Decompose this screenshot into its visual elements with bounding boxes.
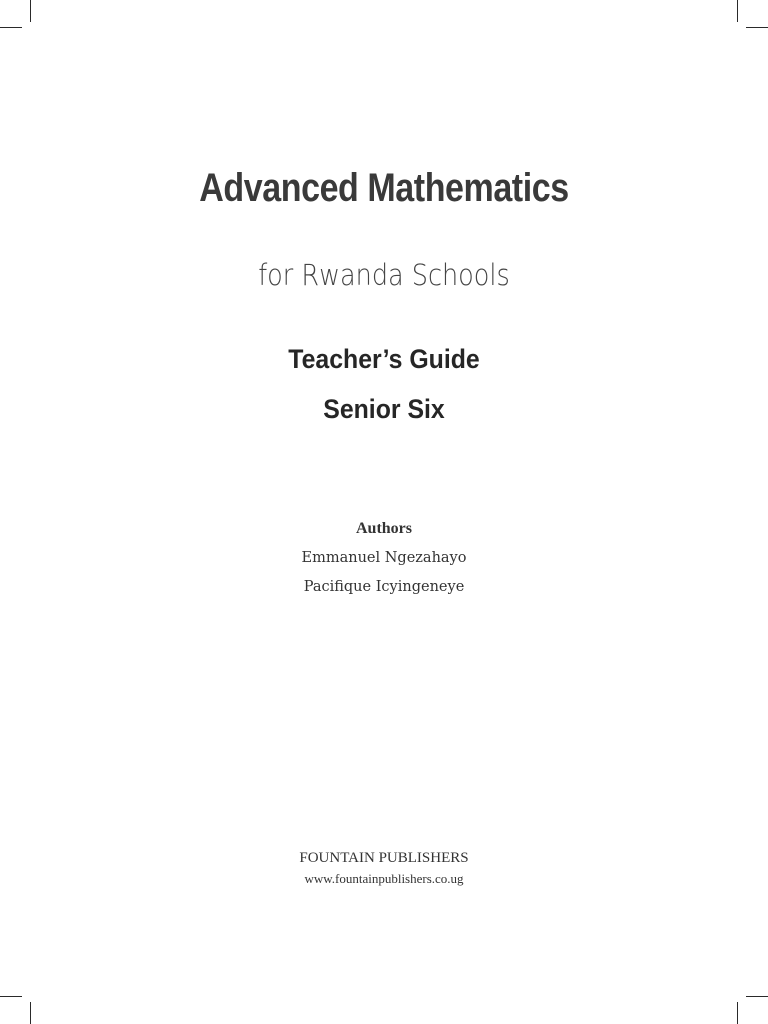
crop-mark-top-right-horizontal [746, 27, 768, 28]
author-name: Pacifique Icyingeneye [303, 579, 465, 595]
grade-level: Senior Six [323, 394, 445, 424]
publisher-website: www.fountainpublishers.co.ug [304, 871, 464, 886]
guide-type: Teacher’s Guide [288, 344, 480, 374]
authors-heading: Authors [355, 520, 412, 537]
book-title: Advanced Mathematics [199, 166, 569, 210]
crop-mark-bottom-left-horizontal [0, 996, 22, 997]
book-subtitle: for Rwanda Schools [258, 258, 510, 292]
publisher-name: FOUNTAIN PUBLISHERS [299, 850, 469, 866]
crop-mark-top-left-horizontal [0, 27, 22, 28]
crop-mark-bottom-left-vertical [30, 1002, 31, 1024]
crop-mark-top-right-vertical [737, 0, 738, 22]
crop-mark-top-left-vertical [30, 0, 31, 22]
author-name: Emmanuel Ngezahayo [301, 550, 467, 566]
crop-mark-bottom-right-horizontal [746, 996, 768, 997]
crop-mark-bottom-right-vertical [737, 1002, 738, 1024]
